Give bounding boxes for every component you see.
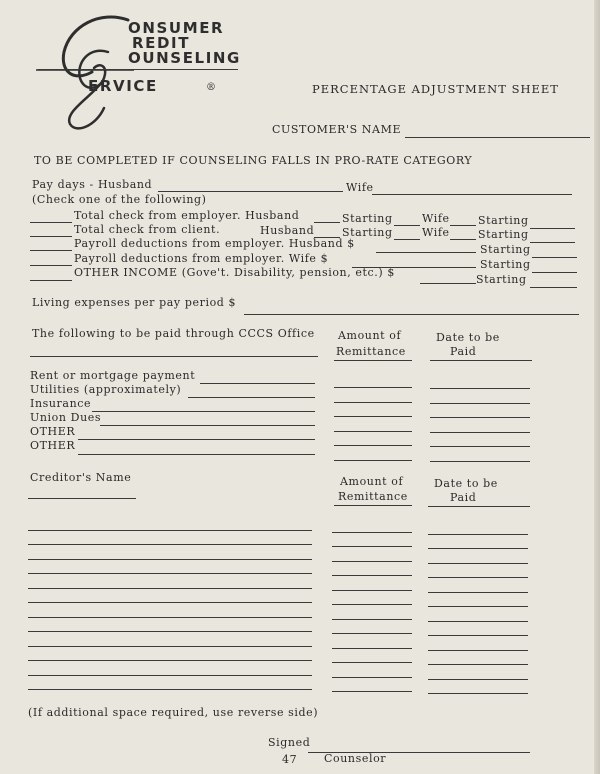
option2-starting-label: Starting — [342, 226, 393, 239]
creditor-amount-field[interactable] — [332, 691, 412, 692]
option2-starting2-label: Starting — [478, 228, 529, 241]
option1-husband-field[interactable] — [314, 222, 340, 223]
paydays-husband-label: Pay days - Husband — [32, 178, 153, 191]
ccs-item-label: Insurance — [30, 397, 92, 410]
option5-starting-field[interactable] — [530, 287, 577, 288]
logo-script-mark — [30, 12, 140, 134]
creditor-amount-header-underline — [334, 505, 412, 506]
option-checkbox-1[interactable] — [30, 222, 72, 223]
option-checkbox-5[interactable] — [30, 280, 72, 281]
creditor-name-field[interactable] — [28, 631, 312, 632]
ccs-item-label: OTHER — [30, 439, 76, 452]
option2-starting-field[interactable] — [394, 239, 420, 240]
creditor-date-header-underline — [428, 506, 530, 507]
ccs-item-field[interactable] — [100, 425, 315, 426]
creditor-date-field[interactable] — [428, 693, 528, 694]
reverse-side-note: (If additional space required, use reverse side) — [28, 706, 319, 719]
creditor-date-field[interactable] — [428, 606, 528, 607]
ccs-amount-field[interactable] — [334, 387, 412, 388]
option1-starting-field[interactable] — [394, 225, 420, 226]
living-expenses-label: Living expenses per pay period $ — [32, 296, 237, 309]
ccs-item-field[interactable] — [92, 411, 315, 412]
creditor-name-field[interactable] — [28, 530, 312, 531]
signed-label: Signed — [268, 736, 311, 749]
page-edge — [594, 0, 600, 774]
option1-wife-label: Wife — [422, 212, 450, 225]
creditor-date-field[interactable] — [428, 548, 528, 549]
logo-rule — [38, 69, 238, 70]
creditor-amount-field[interactable] — [332, 590, 412, 591]
creditor-name-field[interactable] — [28, 559, 312, 560]
ccs-item-label: Union Dues — [30, 411, 102, 424]
option-label-4: Payroll deductions from employer. Wife $ — [74, 252, 329, 265]
creditor-amount-header-2: Remittance — [338, 490, 408, 503]
creditor-name-field[interactable] — [28, 675, 312, 676]
ccs-item-field[interactable] — [188, 397, 315, 398]
creditor-date-field[interactable] — [428, 621, 528, 622]
creditor-amount-header-1: Amount of — [340, 475, 404, 488]
creditor-date-field[interactable] — [428, 679, 528, 680]
option3-amount-field[interactable] — [376, 252, 476, 253]
creditor-amount-field[interactable] — [332, 575, 412, 576]
creditor-name-field[interactable] — [28, 544, 312, 545]
creditor-date-header-1: Date to be — [434, 477, 498, 490]
option1-starting-label: Starting — [342, 212, 393, 225]
option1-starting2-label: Starting — [478, 214, 529, 227]
customer-name-field[interactable] — [405, 137, 590, 138]
creditor-date-field[interactable] — [428, 635, 528, 636]
customer-name-label: CUSTOMER'S NAME — [272, 123, 402, 136]
ccs-date-field[interactable] — [430, 432, 530, 433]
creditor-amount-field[interactable] — [332, 662, 412, 663]
ccs-date-field[interactable] — [430, 388, 530, 389]
counselor-label: Counselor — [324, 752, 387, 765]
option-label-5: OTHER INCOME (Gove't. Disability, pension, etc.) $ — [74, 266, 395, 279]
creditor-name-field[interactable] — [28, 660, 312, 661]
option3-starting-label: Starting — [480, 243, 531, 256]
ccs-item-field[interactable] — [200, 383, 315, 384]
creditor-name-field[interactable] — [28, 617, 312, 618]
logo-line-consumer: ONSUMER — [128, 19, 225, 37]
ccs-section-underline — [30, 356, 318, 357]
creditor-amount-field[interactable] — [332, 619, 412, 620]
registered-mark: ® — [206, 82, 217, 93]
sheet-title: PERCENTAGE ADJUSTMENT SHEET — [312, 82, 559, 96]
option1-wife-field[interactable] — [450, 225, 476, 226]
logo-line-service: ERVICE — [88, 77, 158, 95]
creditor-amount-field[interactable] — [332, 532, 412, 533]
option2-husband-label: Husband — [260, 224, 315, 237]
paydays-wife-label: Wife — [346, 181, 374, 194]
option3-starting-field[interactable] — [532, 257, 577, 258]
ccs-item-field[interactable] — [78, 454, 315, 455]
option4-starting-label: Starting — [480, 258, 531, 271]
creditor-amount-field[interactable] — [332, 633, 412, 634]
creditor-name-field[interactable] — [28, 646, 312, 647]
ccs-item-label: OTHER — [30, 425, 76, 438]
ccs-date-field[interactable] — [430, 403, 530, 404]
creditor-name-field[interactable] — [28, 573, 312, 574]
page-number: 47 — [282, 753, 298, 766]
ccs-amount-field[interactable] — [334, 445, 412, 446]
creditor-amount-field[interactable] — [332, 677, 412, 678]
creditor-date-field[interactable] — [428, 577, 528, 578]
creditor-name-field[interactable] — [28, 602, 312, 603]
option-checkbox-4[interactable] — [30, 265, 72, 266]
creditor-amount-field[interactable] — [332, 648, 412, 649]
ccs-date-field[interactable] — [430, 417, 530, 418]
ccs-amount-field[interactable] — [334, 460, 412, 461]
ccs-date-field[interactable] — [430, 446, 530, 447]
ccs-date-header-underline — [430, 360, 532, 361]
option2-wife-field[interactable] — [450, 239, 476, 240]
living-expenses-field[interactable] — [244, 314, 579, 315]
creditor-date-header-2: Paid — [450, 491, 477, 504]
ccs-item-label: Rent or mortgage payment — [30, 369, 196, 382]
logo-line-credit: REDIT — [132, 34, 191, 52]
option1-starting2-field[interactable] — [530, 228, 575, 229]
option-label-3: Payroll deductions from employer. Husband $ — [74, 237, 355, 250]
ccs-amount-field[interactable] — [334, 402, 412, 403]
option-checkbox-3[interactable] — [30, 250, 72, 251]
creditor-date-field[interactable] — [428, 592, 528, 593]
ccs-date-header-1: Date to be — [436, 331, 500, 344]
creditor-date-field[interactable] — [428, 650, 528, 651]
option-checkbox-2[interactable] — [30, 236, 72, 237]
ccs-amount-field[interactable] — [334, 416, 412, 417]
creditor-name-field[interactable] — [28, 588, 312, 589]
ccs-date-header-2: Paid — [450, 345, 477, 358]
option2-wife-label: Wife — [422, 226, 450, 239]
creditor-date-field[interactable] — [428, 534, 528, 535]
check-instruction: (Check one of the following) — [32, 193, 207, 206]
creditor-amount-field[interactable] — [332, 604, 412, 605]
option-label-2: Total check from client. — [74, 223, 221, 236]
creditor-amount-field[interactable] — [332, 546, 412, 547]
option5-amount-field[interactable] — [420, 283, 476, 284]
creditor-name-label: Creditor's Name — [30, 471, 132, 484]
ccs-item-label: Utilities (approximately) — [30, 383, 182, 396]
ccs-section-label: The following to be paid through CCCS Office — [32, 327, 315, 340]
option5-starting-label: Starting — [476, 273, 527, 286]
creditor-label-underline — [28, 498, 136, 499]
creditor-name-field[interactable] — [28, 689, 312, 690]
logo-line-counseling: OUNSELING — [128, 49, 241, 67]
paydays-husband-field[interactable] — [158, 191, 343, 192]
ccs-amount-header-underline — [334, 360, 412, 361]
option-label-1: Total check from employer. Husband — [74, 209, 300, 222]
option4-starting-field[interactable] — [532, 272, 577, 273]
ccs-amount-header-2: Remittance — [336, 345, 406, 358]
creditor-date-field[interactable] — [428, 664, 528, 665]
section-title: TO BE COMPLETED IF COUNSELING FALLS IN PRO-RATE CATEGORY — [34, 154, 473, 167]
paydays-wife-field[interactable] — [372, 194, 572, 195]
creditor-amount-field[interactable] — [332, 561, 412, 562]
ccs-amount-field[interactable] — [334, 431, 412, 432]
ccs-item-field[interactable] — [78, 439, 315, 440]
ccs-date-field[interactable] — [430, 461, 530, 462]
creditor-date-field[interactable] — [428, 563, 528, 564]
option2-starting2-field[interactable] — [530, 242, 575, 243]
ccs-amount-header-1: Amount of — [338, 329, 402, 342]
